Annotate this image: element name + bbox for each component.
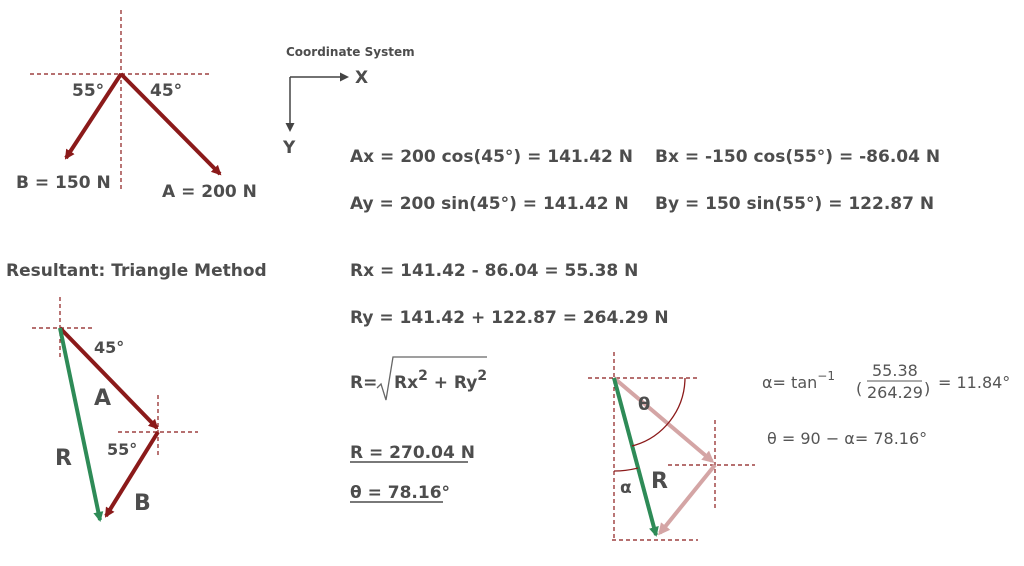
right-paren: ) — [924, 379, 931, 398]
coordinate-system-title: Coordinate System — [286, 45, 415, 59]
alpha-equation-rhs: = 11.84° — [938, 373, 1011, 392]
alpha-lhs-text: α= tan — [762, 373, 818, 392]
alpha-equation-lhs — [762, 369, 835, 392]
force-a-label: A = 200 N — [162, 182, 257, 202]
r-result: R = 270.04 N — [350, 443, 475, 463]
eq-bx: Bx = -150 cos(55°) = -86.04 N — [655, 147, 941, 167]
r-magnitude-formula — [350, 357, 487, 400]
triangle-label-b: B — [134, 491, 151, 516]
angle-label-r: R — [651, 469, 668, 494]
results — [350, 443, 475, 503]
radicand-ry: + Ry — [427, 373, 478, 393]
angle-diagram — [588, 352, 755, 540]
radicand — [394, 368, 487, 393]
rx-exponent: 2 — [418, 368, 428, 384]
force-b-label: B = 150 N — [16, 173, 111, 193]
triangle-label-r: R — [55, 446, 72, 471]
component-equations — [350, 147, 940, 328]
x-axis-label: X — [355, 68, 369, 88]
triangle-method-diagram — [6, 261, 267, 520]
tan-inverse-exponent: −1 — [817, 369, 835, 383]
triangle-label-a: A — [94, 386, 112, 411]
fraction-numerator: 55.38 — [872, 361, 918, 380]
eq-ry: Ry = 141.42 + 122.87 = 264.29 N — [350, 308, 669, 328]
faded-vector-b — [660, 465, 715, 533]
eq-ax: Ax = 200 cos(45°) = 141.42 N — [350, 147, 634, 167]
triangle-angle-a: 45° — [94, 338, 125, 357]
angle-a-label: 45° — [150, 81, 183, 101]
eq-rx: Rx = 141.42 - 86.04 = 55.38 N — [350, 261, 639, 281]
triangle-angle-b: 55° — [107, 440, 138, 459]
fraction-denominator: 264.29 — [867, 383, 923, 402]
eq-by: By = 150 sin(55°) = 122.87 N — [655, 194, 935, 214]
coordinate-system — [282, 45, 415, 158]
y-axis-label: Y — [283, 138, 296, 158]
angle-equations — [762, 361, 1010, 448]
left-paren: ( — [856, 379, 863, 398]
alpha-symbol: α — [620, 478, 632, 498]
theta-equation: θ = 90 − α= 78.16° — [767, 429, 928, 448]
triangle-method-title: Resultant: Triangle Method — [6, 261, 267, 281]
radicand-rx: Rx — [394, 373, 419, 393]
faded-vector-a — [614, 378, 712, 461]
theta-symbol: θ — [638, 394, 651, 415]
r-formula-lhs: R= — [350, 373, 378, 393]
force-diagram — [16, 10, 257, 202]
ry-exponent: 2 — [477, 368, 488, 384]
angle-b-label: 55° — [72, 81, 105, 101]
eq-ay: Ay = 200 sin(45°) = 141.42 N — [350, 194, 629, 214]
theta-result: θ = 78.16° — [350, 483, 451, 503]
alpha-arc — [614, 468, 638, 471]
